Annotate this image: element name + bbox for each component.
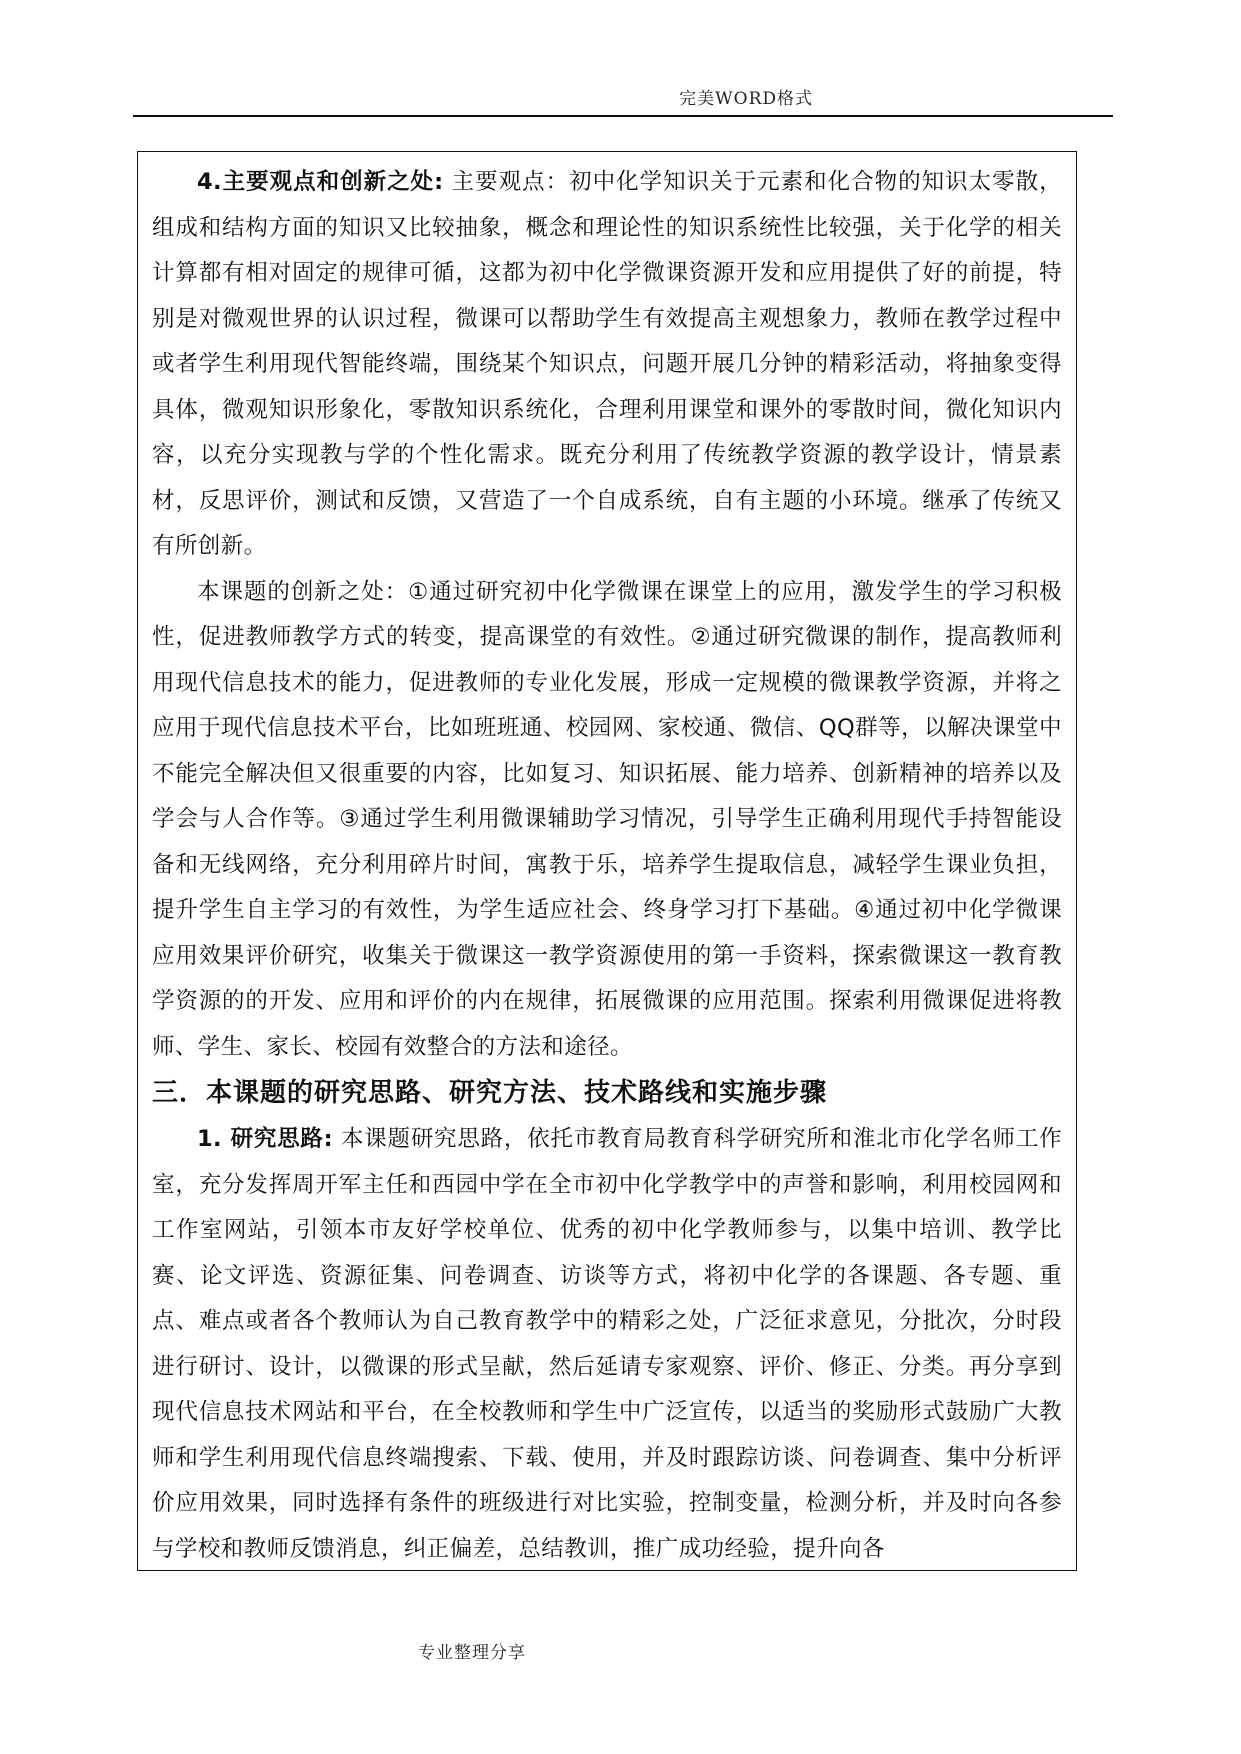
document-content-box xyxy=(137,151,1077,1571)
research-idea-label: 1. 研究思路: xyxy=(197,1126,334,1152)
header-title: 完美WORD格式 xyxy=(679,89,813,109)
research-idea-paragraph xyxy=(152,1117,1062,1571)
header-divider xyxy=(133,115,1113,117)
section4-paragraph xyxy=(152,160,1062,570)
section4-label: 4.主要观点和创新之处: xyxy=(197,169,444,195)
footer-text: 专业整理分享 xyxy=(418,1643,526,1663)
page-header xyxy=(133,84,1113,109)
section3-heading: 三．本课题的研究思路、研究方法、技术路线和实施步骤 xyxy=(152,1078,828,1108)
research-idea-body: 本课题研究思路，依托市教育局教育科学研究所和淮北市化学名师工作室，充分发挥周开军主任和西园中学在全市初中化学教学中的声誉和影响，利用校园网和工作室网站，引领本市友好学校单位、优秀的初中化学教师参与，以集中培训、教学比赛、论文评选、资源征集、问卷调查、访谈等方式，将初中化学的各课题、各专题、重点、难点或者各个教师认为自己教育教学中的精彩之处，广泛征求意见，分批次，分时段进行研讨、设计，以微课的形式呈献，然后延请专家观察、评价、修正、分类。再分享到现代信息技术网站和平台，在全校教师和学生中广泛宣传，以适当的奖励形式鼓励广大教师和学生利用现代信息终端搜索、下载、使用，并及时跟踪访谈、问卷调查、集中分析评价应用效果，同时选择有条件的班级进行对比实验，控制变量，检测分析，并及时向各参与学校和教师反馈消息，纠正偏差，总结教训，推广成功经验，提升向各 xyxy=(152,1126,1062,1562)
innovation-paragraph: 本课题的创新之处：①通过研究初中化学微课在课堂上的应用，激发学生的学习积极性，促进教师教学方式的转变，提高课堂的有效性。②通过研究微课的制作，提高教师利用现代信息技术的能力，促进教师的专业化发展，形成一定规模的微课教学资源，并将之应用于现代信息技术平台，比如班班通、校园网、家校通、微信、QQ群等，以解决课堂中不能完全解决但又很重要的内容，比如复习、知识拓展、能力培养、创新精神的培养以及学会与人合作等。③通过学生利用微课辅助学习情况，引导学生正确利用现代手持智能设备和无线网络，充分利用碎片时间，寓教于乐，培养学生提取信息，减轻学生课业负担，提升学生自主学习的有效性，为学生适应社会、终身学习打下基础。④通过初中化学微课应用效果评价研究，收集关于微课这一教学资源使用的第一手资料，探索微课这一教育教学资源的的开发、应用和评价的内在规律，拓展微课的应用范围。探索利用微课促进将教师、学生、家长、校园有效整合的方法和途径。 xyxy=(152,578,1062,1060)
section4-body: 主要观点：初中化学知识关于元素和化合物的知识太零散，组成和结构方面的知识又比较抽象，概念和理论性的知识系统性比较强，关于化学的相关计算都有相对固定的规律可循，这都为初中化学微课资源开发和应用提供了好的前提，特别是对微观世界的认识过程，微课可以帮助学生有效提高主观想象力，教师在教学过程中或者学生利用现代智能终端，围绕某个知识点，问题开展几分钟的精彩活动，将抽象变得具体，微观知识形象化，零散知识系统化，合理利用课堂和课外的零散时间，微化知识内容，以充分实现教与学的个性化需求。既充分利用了传统教学资源的教学设计，情景素材，反思评价，测试和反馈，又营造了一个自成系统，自有主题的小环境。继承了传统又有所创新。 xyxy=(152,169,1062,559)
page-footer xyxy=(418,1638,526,1663)
